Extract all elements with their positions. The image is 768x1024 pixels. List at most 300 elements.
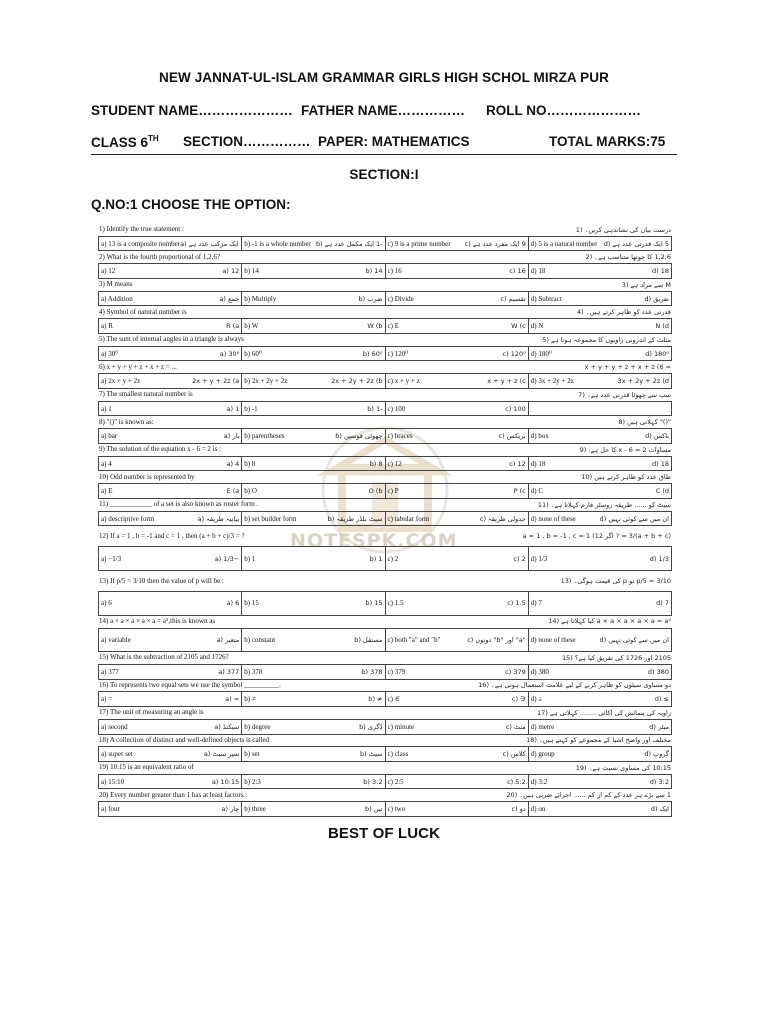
- option-d: [529, 429, 671, 443]
- option-b: [242, 629, 385, 652]
- option-a: [99, 374, 242, 388]
- question-text-urdu: درست بیان کی نشاندہی کریں۔ (1: [575, 225, 671, 234]
- question-text: 4) Symbol of natural number is: [99, 307, 187, 316]
- option-text-urdu: 1 (b: [369, 554, 383, 563]
- option-text-urdu: جدولی طریقہ (c: [479, 514, 526, 523]
- option-text-urdu: دو (c: [511, 805, 526, 814]
- option-text-urdu: چار (a: [221, 805, 240, 814]
- option-text-urdu: W (c: [511, 322, 526, 331]
- option-text-urdu: سپر سیٹ (a: [203, 750, 240, 759]
- option-text-urdu: 3x + 2y + 2z (d: [617, 377, 669, 386]
- option-text-urdu: سیٹ (b: [359, 750, 383, 759]
- option-text: b) 14: [244, 267, 259, 276]
- question-text: 5) The sum of internal angles in a triangle is always: [99, 335, 244, 344]
- question-text-urdu: 2105 اور 1726 کی تفریق کیا ہے؟ (15: [562, 653, 671, 662]
- section-field: SECTION……………: [183, 134, 311, 149]
- question-text-urdu: 1,2,6 کا چوتھا متناسب ہے۔ (2: [585, 253, 671, 262]
- option-c: [386, 237, 529, 251]
- question-6: [98, 361, 672, 373]
- option-a: [99, 665, 242, 679]
- option-text-urdu: 2x + y + 2z (a: [192, 377, 240, 386]
- question-text: 11) ____________ of a set is also known as roster form .: [99, 500, 259, 509]
- question-2: [98, 251, 672, 263]
- option-text-urdu: -1 (b: [367, 404, 383, 413]
- option-text-urdu: 60⁰ (b: [362, 349, 383, 358]
- options-row: [98, 318, 672, 334]
- option-text: b) ≠: [244, 695, 256, 704]
- option-text-urdu: -1 ایک مکمل عدد ہے (b: [316, 239, 383, 248]
- option-text: d) 380: [530, 667, 549, 676]
- question-text-urdu: (a + b + c)/3 = ? اگر a = 1 , b = -1 , c = 1 (12: [522, 532, 671, 541]
- option-text-urdu: P (c: [513, 487, 526, 496]
- option-text: c) 16: [387, 267, 402, 276]
- option-text: a) 2x + y + 2z: [101, 377, 141, 386]
- option-text: b) W: [244, 322, 259, 331]
- option-text-urdu: مستقل (b: [354, 635, 383, 644]
- option-text-urdu: باکس (d: [645, 432, 669, 441]
- option-text-urdu: 10:15 (a: [211, 777, 240, 786]
- question-text: 20) Every number greater than 1 has at least factors :: [99, 790, 248, 799]
- question-text-urdu: p/5 = 3/10 تو p کی قیمت ہوگی۔ (13: [560, 576, 671, 585]
- school-name: NEW JANNAT-UL-ISLAM GRAMMAR GIRLS HIGH SCHOL MIRZA PUR: [159, 70, 609, 85]
- option-d: [529, 402, 671, 416]
- option-b: [242, 665, 385, 679]
- option-text-urdu: متغیر (a: [216, 635, 240, 644]
- options-row: [98, 628, 672, 653]
- option-text-urdu: 12 (c: [509, 459, 526, 468]
- option-text-urdu: 8 (b: [369, 459, 383, 468]
- option-c: [386, 347, 529, 361]
- option-text-urdu: 5:2 (c: [507, 777, 526, 786]
- option-text-urdu: چھوٹی قوسین (b: [335, 432, 383, 441]
- option-text: c) 2: [387, 554, 399, 563]
- options-row: [98, 346, 672, 362]
- option-text: b) 2:3: [244, 777, 261, 786]
- option-text-urdu: 380 (d: [647, 667, 669, 676]
- class-superscript: TH: [148, 134, 159, 143]
- options-row: [98, 428, 672, 444]
- option-text-urdu: ان میں سے کوئی نہیں (d: [599, 514, 669, 523]
- options-row: [98, 691, 672, 707]
- option-text-urdu: ∈ (c: [511, 695, 526, 704]
- option-text: c) E: [387, 322, 399, 331]
- option-text: b) -1: [244, 404, 258, 413]
- option-text-urdu: 18 (d: [651, 267, 669, 276]
- option-text: a) 377: [101, 667, 119, 676]
- options-row: [98, 664, 672, 680]
- question-text: 16) To represents two equal sets we use the symbol __________.: [99, 680, 281, 689]
- option-text-urdu: تفریق (d: [644, 294, 669, 303]
- question-18: [98, 735, 672, 747]
- option-b: [242, 457, 385, 471]
- option-text-urdu: ایک (d: [650, 805, 669, 814]
- option-text-urdu: 15 (b: [365, 599, 383, 608]
- mcq-table: [98, 224, 672, 817]
- question-text-urdu: 1 سے بڑے ہر عدد کے کم از کم ...... اجزائے ضربی ہیں۔ (20: [506, 791, 671, 800]
- option-text: b) set: [244, 750, 260, 759]
- option-b: [242, 802, 385, 816]
- option-a: [99, 457, 242, 471]
- option-text-urdu: O (b: [368, 487, 383, 496]
- question-text: 12) If a = 1 , b = -1 and c = 1 , then (a + b + c)/3 = ?: [99, 531, 245, 540]
- option-d: [529, 264, 671, 278]
- option-text-urdu: 2x + 2y + 2z (b: [331, 377, 383, 386]
- question-9: [98, 444, 672, 456]
- question-5: [98, 334, 672, 346]
- section-heading: SECTION:I: [349, 167, 419, 182]
- options-row: [98, 801, 672, 817]
- option-text: c) braces: [387, 432, 413, 441]
- option-b: [242, 775, 385, 789]
- option-text: b) parentheses: [244, 432, 285, 441]
- option-text: b) 2x + 2y + 2z: [244, 377, 288, 386]
- option-d: [529, 665, 671, 679]
- options-row: [98, 456, 672, 472]
- option-text-urdu: بریکس (c: [498, 432, 526, 441]
- question-text-urdu: سیٹ کو ...... طریقہ روسٹر فارم کہلاتا ہے۔ (11: [537, 500, 671, 509]
- option-text: a) Addition: [101, 294, 133, 303]
- option-c: [386, 665, 529, 679]
- option-text-urdu: میٹر (d: [649, 722, 669, 731]
- question-text-urdu: زاویہ کی پیمائش کی اکائی ........ کہلاتی ہے (17: [537, 708, 671, 717]
- question-text: 19) 10:15 is an equivalent ratio of: [99, 763, 194, 772]
- option-a: [99, 347, 242, 361]
- option-text: c) 120⁰: [387, 349, 408, 358]
- total-marks: TOTAL MARKS:75: [549, 134, 666, 149]
- options-row: [98, 483, 672, 499]
- option-text-urdu: ایک مرکب عدد ہے (a: [180, 239, 239, 248]
- option-text-urdu: جمع (a: [219, 294, 240, 303]
- options-row: [98, 746, 672, 762]
- option-text: d) box: [530, 432, 549, 441]
- option-text: b) three: [244, 805, 266, 814]
- option-c: [386, 457, 529, 471]
- option-text: a) −1/3: [101, 554, 122, 563]
- option-d: [529, 292, 671, 306]
- option-text-urdu: "a" اور "b" دونوں (c: [467, 635, 526, 644]
- option-text: d) 18: [530, 459, 546, 468]
- options-row: [98, 373, 672, 389]
- father-name-field: FATHER NAME……………: [301, 103, 465, 118]
- option-text: a) variable: [101, 635, 131, 644]
- option-b: [242, 264, 385, 278]
- question-text: 14) a × a × a × a × a = a⁵,this is known as: [99, 617, 216, 626]
- option-a: [99, 402, 242, 416]
- option-b: [242, 347, 385, 361]
- option-text: a) second: [101, 722, 128, 731]
- question-text: 18) A collection of distinct and well-defined objects is called: [99, 735, 270, 744]
- question-text-urdu: M سے مراد ہے (3: [621, 280, 671, 289]
- option-text: c) 100: [387, 404, 406, 413]
- option-c: [386, 484, 529, 498]
- option-d: [529, 629, 671, 652]
- question-text-urdu: 10:15 کی مساوی نسبت ہے۔ (19: [575, 763, 671, 772]
- option-text: c) 9 is a prime number: [387, 239, 451, 248]
- option-text: d) 3:2: [530, 777, 548, 786]
- option-text: d) on: [530, 805, 546, 814]
- question-text-urdu: مساوات x - 6 = 2 کا حل ہے: (9: [579, 445, 671, 454]
- option-d: [529, 592, 671, 615]
- option-text: d) group: [530, 750, 555, 759]
- option-a: [99, 592, 242, 615]
- question-13: [98, 571, 672, 591]
- option-text: b) -1 is a whole number: [244, 239, 311, 248]
- option-a: [99, 264, 242, 278]
- option-text-urdu: 4 (a: [226, 459, 240, 468]
- option-text-urdu: C (d: [655, 487, 669, 496]
- option-text: c) two: [387, 805, 406, 814]
- option-text: a) 15:10: [101, 777, 125, 786]
- question-16: [98, 680, 672, 692]
- option-text: c) P: [387, 487, 399, 496]
- option-text-urdu: x + y + z (c: [487, 377, 526, 386]
- question-15: [98, 652, 672, 664]
- option-text-urdu: 3:2 (b: [363, 777, 383, 786]
- option-text: a) 4: [101, 459, 112, 468]
- option-a: [99, 429, 242, 443]
- option-text-urdu: سیٹ بلڈر طریقہ (b: [327, 514, 383, 523]
- question-text: 6) x + y + y + z + x + z = ...: [99, 362, 177, 371]
- option-text: c) ∈: [387, 695, 400, 704]
- option-text-urdu: 18 (d: [651, 459, 669, 468]
- option-b: [242, 592, 385, 615]
- option-text: b) set builder form: [244, 514, 297, 523]
- option-a: [99, 547, 242, 570]
- option-text: a) descriptive form: [101, 514, 155, 523]
- option-text: d) 3x + 2y + 2z: [530, 377, 574, 386]
- options-row: [98, 719, 672, 735]
- question-text: 1) Identify the true statement :: [99, 225, 184, 234]
- option-b: [242, 374, 385, 388]
- question-20: [98, 789, 672, 801]
- option-text: b) 1: [244, 554, 256, 563]
- option-text-urdu: منٹ (c: [505, 722, 526, 731]
- option-text: b) 60⁰: [244, 349, 262, 358]
- option-text-urdu: −1/3 (a: [214, 554, 240, 563]
- option-d: [529, 484, 671, 498]
- option-d: [529, 319, 671, 333]
- option-text-urdu: 377 (a: [218, 667, 240, 676]
- question-text-urdu: = x + y + y + z + x + z (6: [584, 363, 671, 372]
- option-text: b) 8: [244, 459, 256, 468]
- option-text-urdu: 30⁰ (a: [219, 349, 240, 358]
- question-text: 17) The unit of measuring an angle is: [99, 708, 204, 717]
- option-text: a) four: [101, 805, 120, 814]
- paper-field: PAPER: MATHEMATICS: [318, 134, 470, 149]
- option-c: [386, 720, 529, 734]
- question-text-urdu: قدرتی عدد کو ظاہر کرتے ہیں۔ (4: [577, 308, 671, 317]
- question-text: 7) The smallest natural number is: [99, 390, 193, 399]
- option-text: b) Multiply: [244, 294, 277, 303]
- option-text-urdu: 180⁰ (d: [645, 349, 669, 358]
- option-d: [529, 692, 671, 706]
- option-b: [242, 547, 385, 570]
- option-text-urdu: 120⁰ (c: [502, 349, 526, 358]
- option-text-urdu: تقسیم (c: [500, 294, 526, 303]
- option-d: [529, 237, 671, 251]
- question-11: [98, 499, 672, 511]
- question-1: [98, 224, 672, 236]
- option-b: [242, 402, 385, 416]
- option-c: [386, 292, 529, 306]
- question-text: 15) What is the subtraction of 2105 and 1726?: [99, 653, 229, 662]
- option-text: d) metre: [530, 722, 555, 731]
- question-text-urdu: سب سے چھوٹا قدرتی عدد ہے۔ (7: [578, 390, 671, 399]
- question-heading: Q.NO:1 CHOOSE THE OPTION:: [91, 197, 291, 212]
- question-10: [98, 471, 672, 483]
- option-c: [386, 264, 529, 278]
- option-b: [242, 484, 385, 498]
- option-a: [99, 720, 242, 734]
- option-d: [529, 374, 671, 388]
- question-text: 9) The solution of the equation x - 6 = 2 is :: [99, 445, 222, 454]
- option-text-urdu: کلاس (c: [502, 750, 526, 759]
- option-text: a) 30⁰: [101, 349, 118, 358]
- option-text: a) super set: [101, 750, 133, 759]
- options-row: [98, 401, 672, 417]
- option-text-urdu: ان میں سے کوئی نہیں (d: [599, 635, 669, 644]
- option-c: [386, 775, 529, 789]
- option-text: a) 13 is a composite number: [101, 239, 181, 248]
- option-text-urdu: 378 (b: [361, 667, 383, 676]
- option-d: [529, 775, 671, 789]
- option-text: a) R: [101, 322, 113, 331]
- option-b: [242, 720, 385, 734]
- question-8: [98, 416, 672, 428]
- options-row: [98, 511, 672, 527]
- option-a: [99, 319, 242, 333]
- question-3: [98, 279, 672, 291]
- option-text: d) ≥: [530, 695, 543, 704]
- options-row: [98, 546, 672, 571]
- option-c: [386, 547, 529, 570]
- option-a: [99, 512, 242, 526]
- option-b: [242, 237, 385, 251]
- question-text: 10) Odd number is represented by: [99, 472, 195, 481]
- option-text: d) 1/3: [530, 554, 548, 563]
- question-text-urdu: "()" کہلاتی ہیں (8: [618, 418, 671, 427]
- option-text: d) 180⁰: [530, 349, 552, 358]
- option-text: d) 5 is a natural number: [530, 239, 598, 248]
- option-d: [529, 747, 671, 761]
- option-c: [386, 629, 529, 652]
- option-c: [386, 692, 529, 706]
- option-text: a) 6: [101, 599, 112, 608]
- option-a: [99, 692, 242, 706]
- question-text: 2) What is the fourth proportional of 1,2,6?: [99, 252, 220, 261]
- option-c: [386, 429, 529, 443]
- option-text-urdu: بار (a: [223, 432, 240, 441]
- option-c: [386, 319, 529, 333]
- option-a: [99, 629, 242, 652]
- option-text-urdu: 3:2 (d: [649, 777, 669, 786]
- option-text: c) 379: [387, 667, 406, 676]
- options-row: [98, 263, 672, 279]
- option-text: b) 15: [244, 599, 259, 608]
- option-d: [529, 547, 671, 570]
- option-d: [529, 457, 671, 471]
- option-text: c) x + y + z: [387, 377, 420, 386]
- closing-note: BEST OF LUCK: [327, 825, 441, 842]
- option-text-urdu: 14 (b: [365, 267, 383, 276]
- option-text-urdu: W (b: [367, 322, 383, 331]
- question-text-urdu: مختلف اور واضح اشیا کے مجموعے کو کہتے ہیں۔ (18: [526, 736, 671, 745]
- option-text-urdu: ≥ (d: [654, 695, 669, 704]
- option-text-urdu: 1 (a: [226, 404, 240, 413]
- option-b: [242, 692, 385, 706]
- option-text: d) none of these: [530, 514, 576, 523]
- question-14: [98, 616, 672, 628]
- option-text-urdu: 2 (c: [513, 554, 526, 563]
- option-text: c) minute: [387, 722, 415, 731]
- header-rule: [91, 154, 677, 155]
- option-text: d) 18: [530, 267, 546, 276]
- student-name-field: STUDENT NAME…………………: [91, 103, 293, 118]
- class-field: [91, 134, 159, 150]
- option-text-urdu: 1/3 (d: [649, 554, 669, 563]
- option-text: c) both "a" and "b": [387, 635, 441, 644]
- option-text-urdu: تین (b: [365, 805, 383, 814]
- watermark-brand: NOTESPK.COM: [290, 530, 458, 552]
- option-text-urdu: 100 (c: [505, 404, 526, 413]
- option-text: b) 378: [244, 667, 263, 676]
- option-c: [386, 512, 529, 526]
- option-text-urdu: ≠ (b: [368, 695, 383, 704]
- option-c: [386, 802, 529, 816]
- option-text-urdu: بیانیہ طریقہ (a: [197, 514, 240, 523]
- question-text-urdu: طاق عدد کو ظاہر کرتے ہیں (10: [581, 473, 671, 482]
- option-text-urdu: 16 (c: [509, 267, 526, 276]
- option-text: c) 2:5: [387, 777, 404, 786]
- option-b: [242, 512, 385, 526]
- class-label: CLASS 6: [91, 135, 149, 150]
- option-text: c) class: [387, 750, 409, 759]
- option-text: d) Subtract: [530, 294, 562, 303]
- option-text-urdu: 6 (a: [226, 599, 240, 608]
- option-text-urdu: 379 (c: [505, 667, 526, 676]
- question-12: [98, 526, 672, 546]
- option-text: c) tabular form: [387, 514, 430, 523]
- option-text: b) degree: [244, 722, 271, 731]
- option-text-urdu: 7 (d: [656, 599, 669, 608]
- option-text: a) 1: [101, 404, 112, 413]
- options-row: [98, 591, 672, 616]
- option-text-urdu: گروپ (d: [644, 750, 669, 759]
- option-text: b) constant: [244, 635, 276, 644]
- question-text-urdu: دو مساوی سیٹوں کو ظاہر کرنے کے لیے علامت استعمال ہوتی ہے۔ (16: [478, 681, 671, 690]
- option-text-urdu: سیکنڈ (a: [214, 722, 240, 731]
- question-7: [98, 389, 672, 401]
- option-a: [99, 747, 242, 761]
- option-text: c) Divide: [387, 294, 414, 303]
- option-b: [242, 319, 385, 333]
- option-text-urdu: = (a: [225, 695, 240, 704]
- option-text-urdu: E (a: [226, 487, 240, 496]
- option-text-urdu: ڈگری (b: [359, 722, 383, 731]
- question-text-urdu: a × a × a × a × a = a⁵ کیا کہلاتا ہے (14: [548, 617, 671, 626]
- option-b: [242, 429, 385, 443]
- option-text-urdu: 5 ایک قدرتی عدد ہے (d: [603, 239, 669, 248]
- option-a: [99, 292, 242, 306]
- option-text-urdu: N (d: [655, 322, 669, 331]
- option-text: d) N: [530, 322, 544, 331]
- option-a: [99, 802, 242, 816]
- option-d: [529, 720, 671, 734]
- question-19: [98, 762, 672, 774]
- option-c: [386, 747, 529, 761]
- option-a: [99, 484, 242, 498]
- question-text: 13) If p/5 = 3/10 then the value of p will be :: [99, 576, 224, 585]
